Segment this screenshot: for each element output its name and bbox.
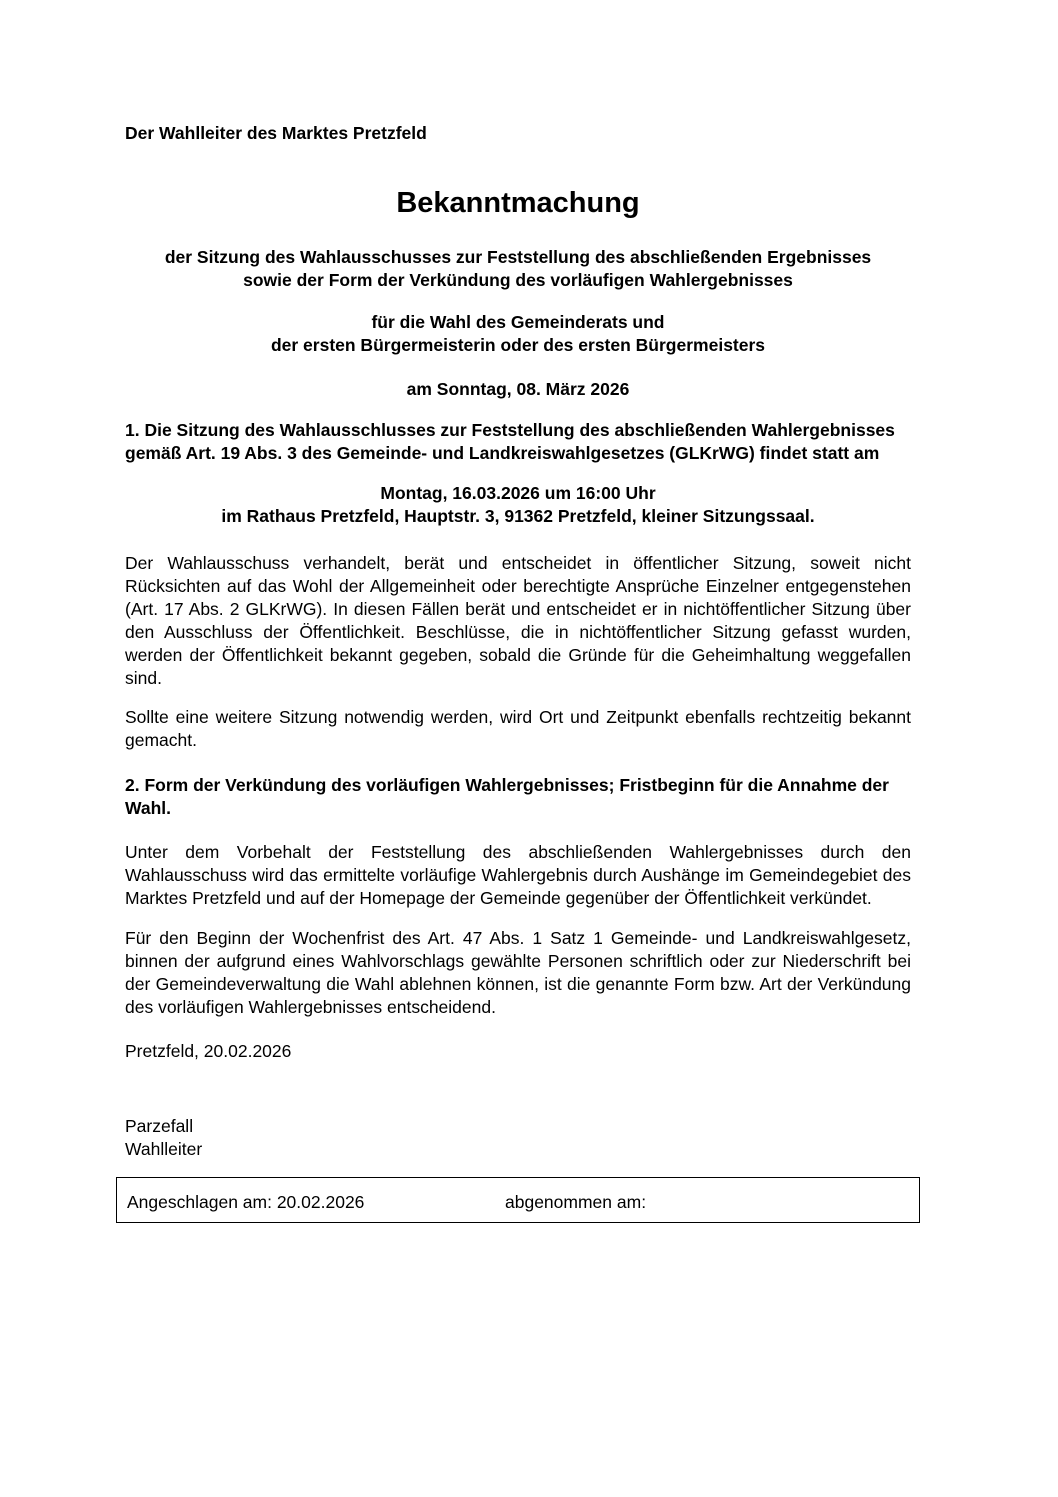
removed-date-label: abgenommen am:	[505, 1191, 647, 1212]
purpose-line-2: der ersten Bürgermeisterin oder des ersten Bürgermeisters	[270, 335, 766, 355]
meeting-location-line: im Rathaus Pretzfeld, Hauptstr. 3, 91362 Pretzfeld, kleiner Sitzungssaal.	[221, 506, 815, 526]
signature-name: Parzefall	[125, 1116, 194, 1136]
section2-heading: 2. Form der Verkündung des vorläufigen Wahlergebnisses; Fristbeginn für die Annahme der Wahl.	[125, 775, 889, 818]
page-title: Bekanntmachung	[396, 187, 640, 219]
posting-notice-box	[116, 1177, 920, 1223]
meeting-block	[125, 482, 911, 528]
meeting-datetime-line: Montag, 16.03.2026 um 16:00 Uhr	[380, 483, 656, 503]
signature-role: Wahlleiter	[125, 1139, 203, 1159]
signature-block	[125, 1115, 911, 1161]
election-date-line: am Sonntag, 08. März 2026	[406, 379, 630, 399]
subtitle-block	[125, 246, 911, 292]
purpose-block	[125, 311, 911, 357]
document-content	[125, 122, 911, 1223]
section2-paragraph-2: Für den Beginn der Wochenfrist des Art. 47 Abs. 1 Satz 1 Gemeinde- und Landkreiswahlgesetz, binnen der aufgrund eines Wahlvorschlags gewählte Personen schriftlich oder zur Niederschrift bei der Gemeindeverwaltung die Wahl ablehnen können, ist die genannte Form bzw. Art der Verkündung des vorläufigen Wahlergebnisses entscheidend.	[125, 928, 911, 1017]
section2-paragraph-1: Unter dem Vorbehalt der Feststellung des abschließenden Wahlergebnisses durch den Wahlausschuss wird das ermittelte vorläufige Wahlergebnis durch Aushänge im Gemeindegebiet des Marktes Pretzfeld und auf der Homepage der Gemeinde gegenüber der Öffentlichkeit verkündet.	[125, 842, 911, 908]
subtitle-line-1: der Sitzung des Wahlausschusses zur Feststellung des abschließenden Ergebnisses	[164, 247, 872, 267]
posted-date-label: Angeschlagen am: 20.02.2026	[127, 1191, 365, 1212]
place-date-line: Pretzfeld, 20.02.2026	[125, 1041, 292, 1061]
sender-line: Der Wahlleiter des Marktes Pretzfeld	[125, 123, 427, 143]
section1-heading: 1. Die Sitzung des Wahlausschlusses zur Feststellung des abschließenden Wahlergebnisses gemäß Art. 19 Abs. 3 des Gemeinde- und Landkreiswahlgesetzes (GLKrWG) findet statt am	[125, 420, 895, 463]
section1-paragraph-2: Sollte eine weitere Sitzung notwendig werden, wird Ort und Zeitpunkt ebenfalls rechtzeitig bekannt gemacht.	[125, 707, 911, 750]
subtitle-line-2: sowie der Form der Verkündung des vorläufigen Wahlergebnisses	[243, 270, 793, 290]
purpose-line-1: für die Wahl des Gemeinderats und	[371, 312, 665, 332]
section1-paragraph-1: Der Wahlausschuss verhandelt, berät und entscheidet in öffentlicher Sitzung, soweit nicht Rücksichten auf das Wohl der Allgemeinheit oder berechtigte Ansprüche Einzelner entgegenstehen (Art. 17 Abs. 2 GLKrWG). In diesen Fällen berät und entscheidet er in nichtöffentlicher Sitzung über den Ausschluss der Öffentlichkeit. Beschlüsse, die in nichtöffentlicher Sitzung gefasst wurden, werden der Öffentlichkeit bekannt gegeben, sobald die Gründe für die Geheimhaltung weggefallen sind.	[125, 553, 911, 688]
